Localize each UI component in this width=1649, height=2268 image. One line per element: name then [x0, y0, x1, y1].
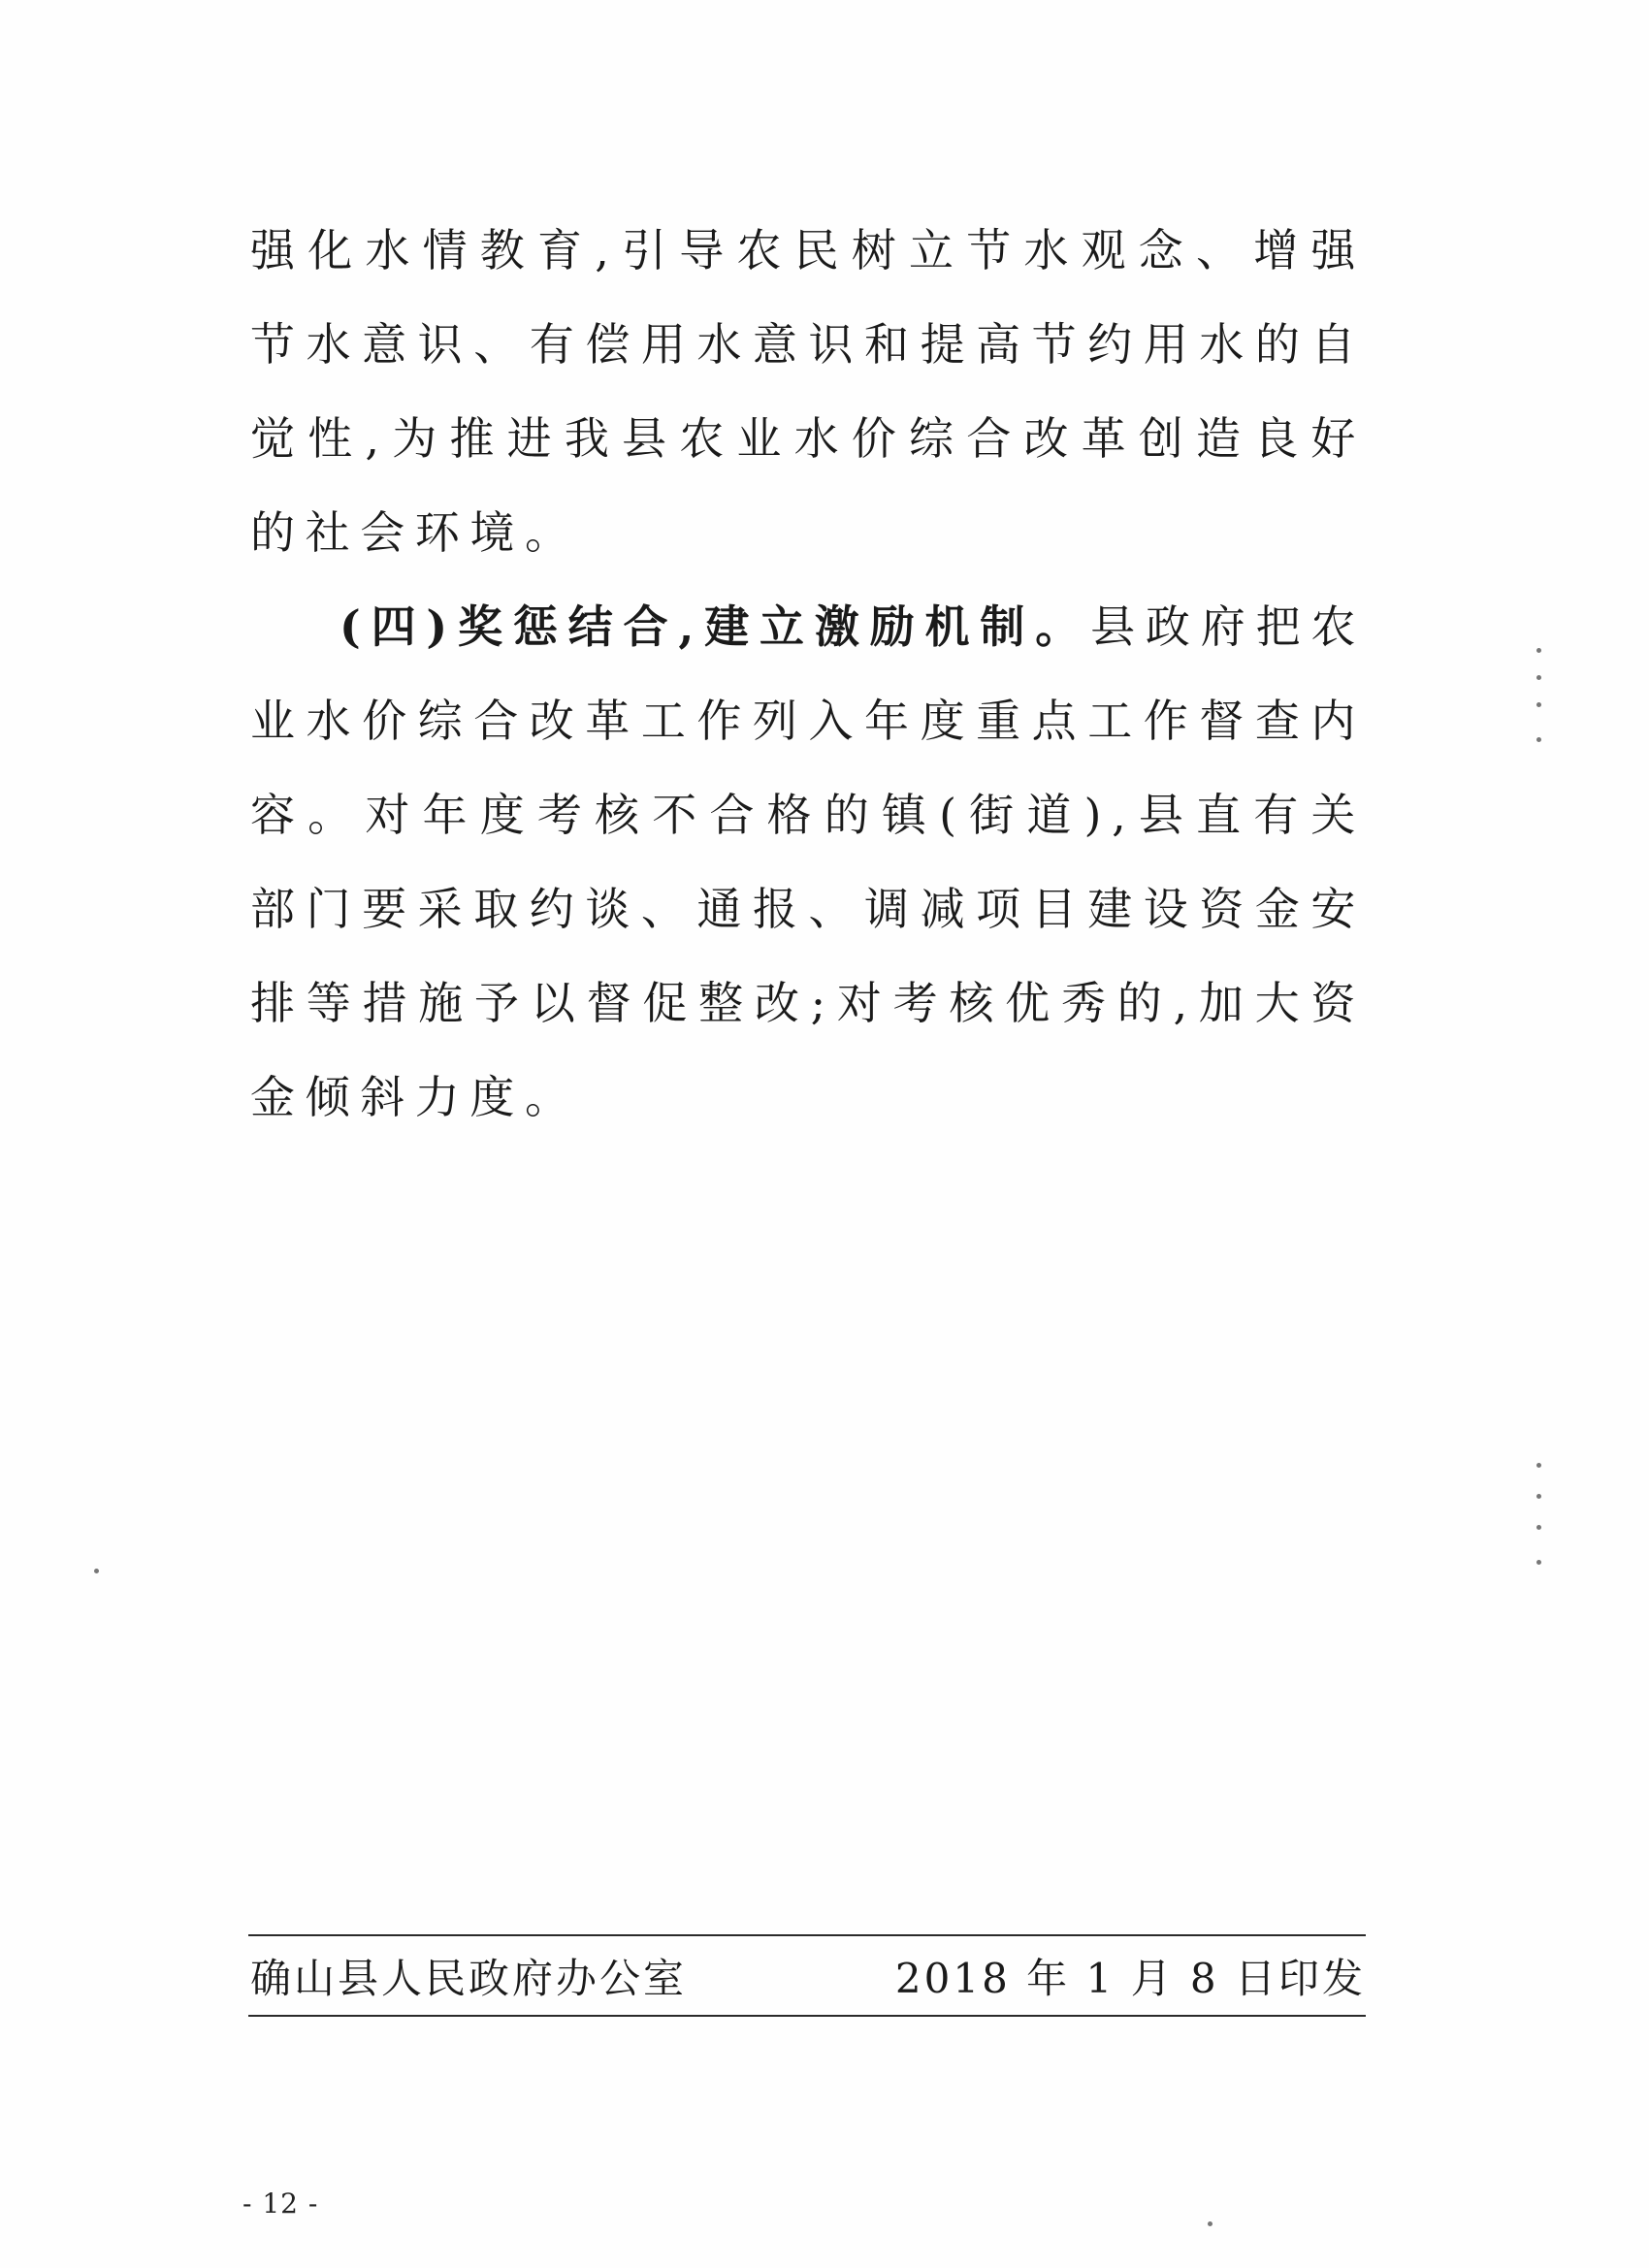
print-date: 2018 年 1 月 8 日印发 [894, 1955, 1366, 2002]
scan-speck [94, 1569, 99, 1573]
section-heading: (四)奖惩结合,建立激励机制。 [340, 600, 1091, 653]
scan-speck [1536, 1525, 1541, 1530]
imprint-bottom-rule [248, 2015, 1366, 2017]
imprint-top-rule [248, 1934, 1366, 1936]
imprint-line [250, 1940, 1366, 2012]
paragraph-text: 县政府把农业水价综合改革工作列入年度重点工作督查内容。对年度考核不合格的镇(街道),县直有关部门要采取约谈、通报、调减项目建设资金安排等措施予以督促整改;对考核优秀的,加大资金倾斜力度。 [250, 600, 1366, 1123]
document-body [250, 204, 1366, 1145]
scan-speck [1536, 1494, 1541, 1499]
scan-speck [1536, 737, 1541, 742]
scan-speck [1536, 702, 1541, 707]
scan-speck [1208, 2221, 1212, 2226]
scan-speck [1536, 1560, 1541, 1565]
issuing-office: 确山县人民政府办公室 [250, 1955, 688, 2002]
paragraph-continuation [250, 204, 1366, 580]
paragraph-rewards-penalties [250, 580, 1366, 1145]
paragraph-text: 强化水情教育,引导农民树立节水观念、增强节水意识、有偿用水意识和提高节约用水的自觉性,为推进我县农业水价综合改革创造良好的社会环境。 [250, 224, 1366, 559]
scan-speck [1536, 675, 1541, 680]
page-number: - 12 - [242, 2187, 319, 2219]
scan-speck [1536, 1463, 1541, 1468]
scan-speck [1536, 648, 1541, 653]
